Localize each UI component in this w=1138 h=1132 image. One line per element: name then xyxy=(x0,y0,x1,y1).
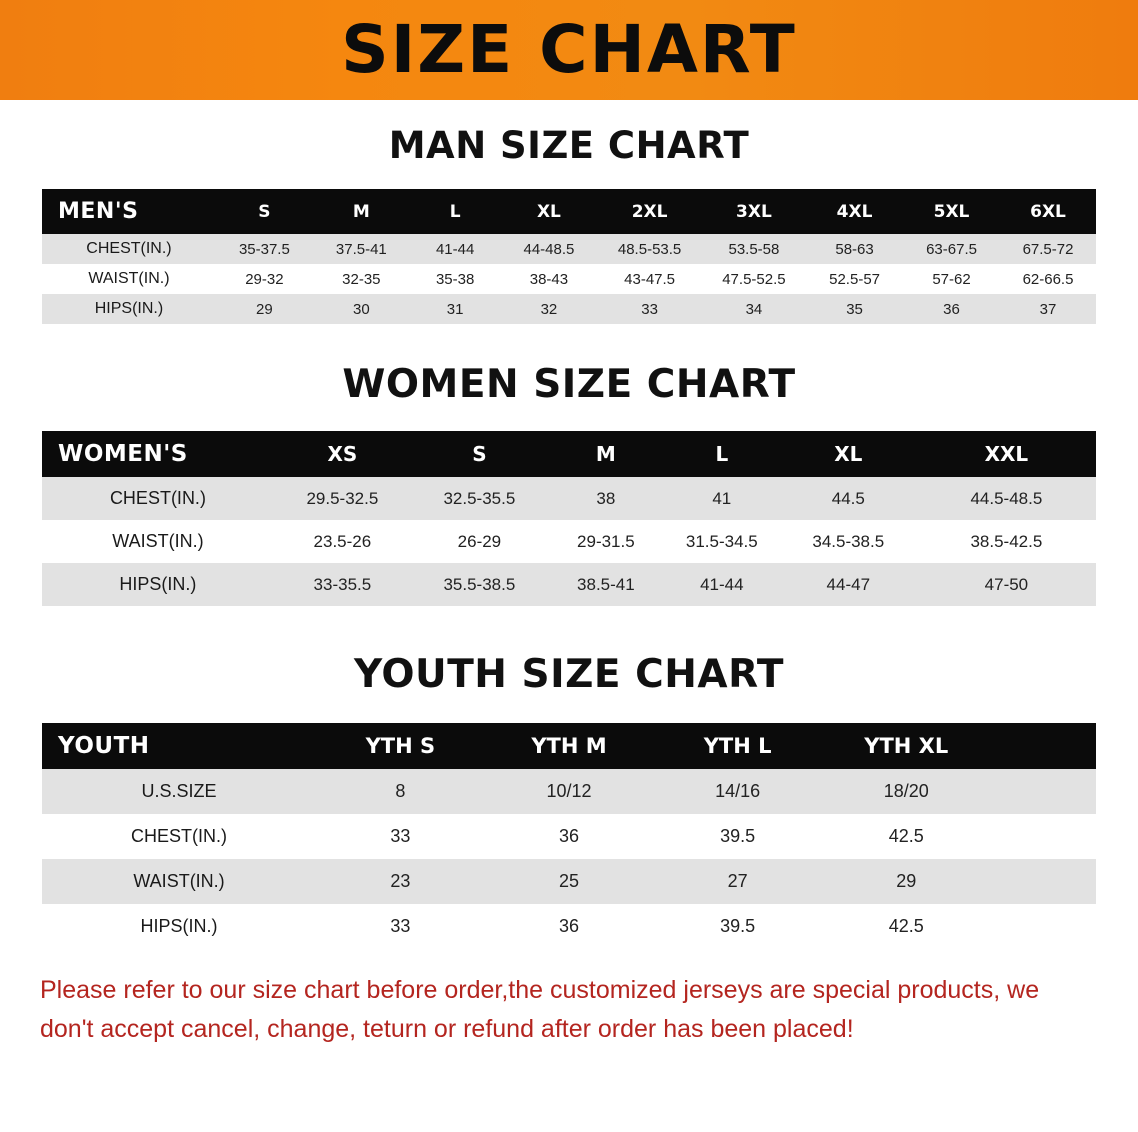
cell: 31.5-34.5 xyxy=(664,520,780,563)
cell: 41-44 xyxy=(664,563,780,606)
col-header-3xl: 3XL xyxy=(736,201,772,222)
cell: 62-66.5 xyxy=(1000,264,1096,294)
cell: 32 xyxy=(500,294,597,324)
cell: 35-38 xyxy=(410,264,501,294)
col-header-m: M xyxy=(595,442,616,466)
cell: 39.5 xyxy=(653,814,822,859)
col-header-xl: XL xyxy=(536,201,561,222)
cell: 14/16 xyxy=(653,769,822,814)
women-section-heading: WOMEN SIZE CHART xyxy=(342,362,796,407)
cell: 37 xyxy=(1000,294,1096,324)
cell: 38.5-41 xyxy=(548,563,664,606)
col-header-womens: WOMEN'S xyxy=(58,441,188,467)
col-header-yth-xl: YTH XL xyxy=(864,734,949,758)
col-header-m: M xyxy=(352,201,370,222)
col-header-s: S xyxy=(472,442,487,466)
row-label-chest: CHEST(IN.) xyxy=(42,234,216,264)
table-header-row xyxy=(42,431,1096,477)
row-label-waist: WAIST(IN.) xyxy=(42,264,216,294)
policy-note: Please refer to our size chart before order,the customized jerseys are special products, we don't accept cancel, change, teturn or refund after order has been placed! xyxy=(40,976,1040,1043)
col-header-5xl: 5XL xyxy=(933,201,970,222)
cell: 32.5-35.5 xyxy=(411,477,548,520)
col-header-spacer xyxy=(991,723,1096,769)
cell: 37.5-41 xyxy=(313,234,410,264)
cell: 29-31.5 xyxy=(548,520,664,563)
cell: 29-32 xyxy=(216,264,313,294)
table-row xyxy=(42,520,1096,563)
cell: 41-44 xyxy=(410,234,501,264)
cell: 41 xyxy=(664,477,780,520)
col-header-l: L xyxy=(449,201,461,222)
cell-spacer xyxy=(991,814,1096,859)
cell: 52.5-57 xyxy=(806,264,903,294)
col-header-6xl: 6XL xyxy=(1030,201,1066,222)
man-section-heading: MAN SIZE CHART xyxy=(388,124,750,167)
cell: 30 xyxy=(313,294,410,324)
cell-spacer xyxy=(991,859,1096,904)
table-row xyxy=(42,904,1096,949)
cell: 26-29 xyxy=(411,520,548,563)
table-row xyxy=(42,264,1096,294)
col-header-4xl: 4XL xyxy=(836,201,873,222)
man-table-wrapper xyxy=(42,189,1096,324)
cell: 53.5-58 xyxy=(702,234,806,264)
cell: 27 xyxy=(653,859,822,904)
col-header-2xl: 2XL xyxy=(631,201,668,222)
cell: 42.5 xyxy=(822,904,991,949)
cell: 35 xyxy=(806,294,903,324)
youth-section-heading: YOUTH SIZE CHART xyxy=(354,652,784,697)
cell: 36 xyxy=(485,904,654,949)
cell: 35-37.5 xyxy=(216,234,313,264)
row-label-waist: WAIST(IN.) xyxy=(42,520,274,563)
row-label-waist: WAIST(IN.) xyxy=(42,859,316,904)
size-chart-banner xyxy=(0,0,1138,100)
row-label-hips: HIPS(IN.) xyxy=(42,294,216,324)
cell-spacer xyxy=(991,904,1096,949)
cell: 25 xyxy=(485,859,654,904)
col-header-s: S xyxy=(258,201,271,222)
col-header-yth-s: YTH S xyxy=(365,734,436,758)
youth-table-wrapper xyxy=(42,723,1096,949)
table-row xyxy=(42,563,1096,606)
cell: 48.5-53.5 xyxy=(597,234,701,264)
cell: 23 xyxy=(316,859,485,904)
cell: 29 xyxy=(216,294,313,324)
col-header-yth-l: YTH L xyxy=(703,734,772,758)
cell: 38-43 xyxy=(500,264,597,294)
cell: 38.5-42.5 xyxy=(917,520,1096,563)
youth-size-table xyxy=(42,723,1096,949)
row-label-chest: CHEST(IN.) xyxy=(42,814,316,859)
cell: 47-50 xyxy=(917,563,1096,606)
table-row xyxy=(42,814,1096,859)
table-row xyxy=(42,769,1096,814)
col-header-l: L xyxy=(715,442,729,466)
cell: 8 xyxy=(316,769,485,814)
cell: 23.5-26 xyxy=(274,520,411,563)
cell: 36 xyxy=(903,294,1000,324)
cell: 29.5-32.5 xyxy=(274,477,411,520)
cell: 31 xyxy=(410,294,501,324)
women-table-wrapper xyxy=(42,431,1096,606)
cell: 38 xyxy=(548,477,664,520)
table-row xyxy=(42,234,1096,264)
cell: 44.5-48.5 xyxy=(917,477,1096,520)
cell: 58-63 xyxy=(806,234,903,264)
cell: 34 xyxy=(702,294,806,324)
row-label-hips: HIPS(IN.) xyxy=(42,563,274,606)
cell: 33 xyxy=(316,904,485,949)
cell: 42.5 xyxy=(822,814,991,859)
cell: 33-35.5 xyxy=(274,563,411,606)
cell: 35.5-38.5 xyxy=(411,563,548,606)
cell: 10/12 xyxy=(485,769,654,814)
table-header-row xyxy=(42,189,1096,234)
col-header-youth: YOUTH xyxy=(58,733,150,759)
women-size-table xyxy=(42,431,1096,606)
man-size-table xyxy=(42,189,1096,324)
cell: 36 xyxy=(485,814,654,859)
col-header-xl: XL xyxy=(834,442,863,466)
cell-spacer xyxy=(991,769,1096,814)
cell: 33 xyxy=(597,294,701,324)
cell: 32-35 xyxy=(313,264,410,294)
table-row xyxy=(42,294,1096,324)
row-label-chest: CHEST(IN.) xyxy=(42,477,274,520)
cell: 47.5-52.5 xyxy=(702,264,806,294)
cell: 67.5-72 xyxy=(1000,234,1096,264)
cell: 34.5-38.5 xyxy=(780,520,917,563)
banner-title: SIZE CHART xyxy=(341,11,797,88)
cell: 43-47.5 xyxy=(597,264,701,294)
cell: 29 xyxy=(822,859,991,904)
col-header-xs: XS xyxy=(327,442,358,466)
cell: 57-62 xyxy=(903,264,1000,294)
cell: 33 xyxy=(316,814,485,859)
table-header-row xyxy=(42,723,1096,769)
cell: 44-48.5 xyxy=(500,234,597,264)
row-label-hips: HIPS(IN.) xyxy=(42,904,316,949)
table-row xyxy=(42,477,1096,520)
row-label-us-size: U.S.SIZE xyxy=(42,769,316,814)
cell: 18/20 xyxy=(822,769,991,814)
table-row xyxy=(42,859,1096,904)
cell: 63-67.5 xyxy=(903,234,1000,264)
col-header-mens: MEN'S xyxy=(58,199,139,224)
col-header-yth-m: YTH M xyxy=(531,734,607,758)
cell: 44.5 xyxy=(780,477,917,520)
cell: 39.5 xyxy=(653,904,822,949)
cell: 44-47 xyxy=(780,563,917,606)
col-header-xxl: XXL xyxy=(984,442,1029,466)
